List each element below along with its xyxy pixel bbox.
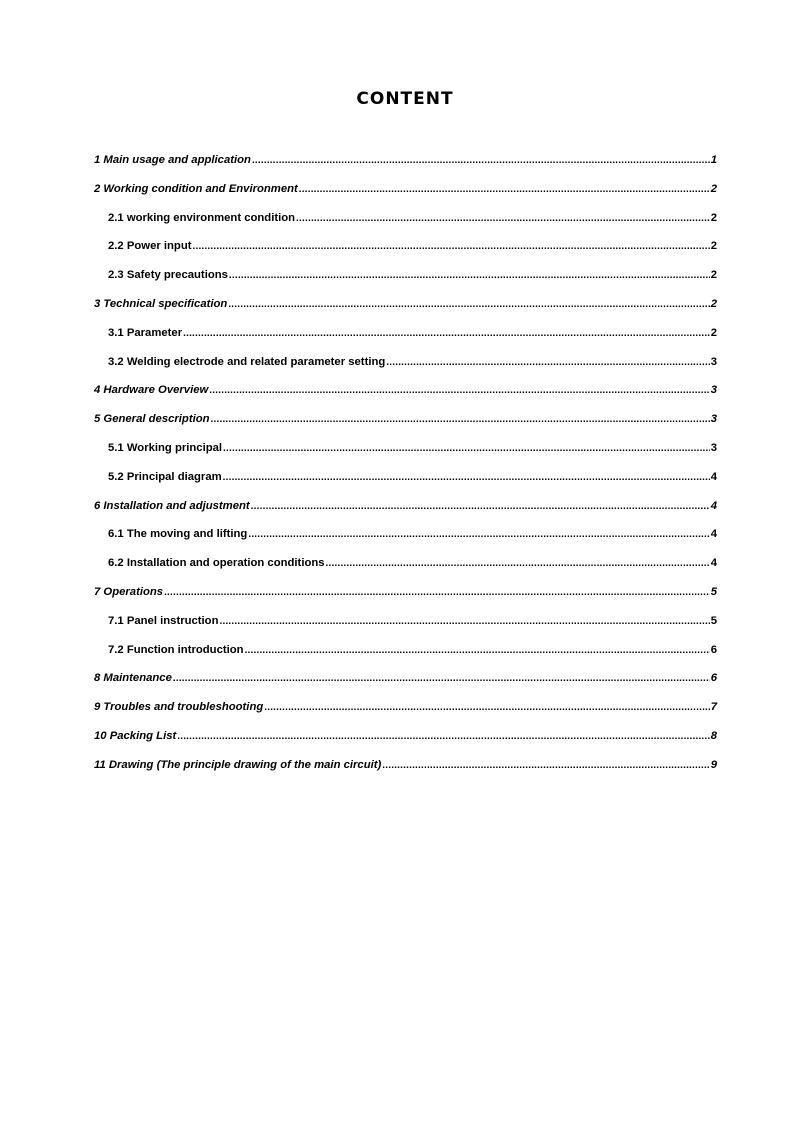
toc-entry-label: 7.1 Panel instruction [108,614,219,627]
toc-entry-page-number: 3 [710,384,717,397]
toc-entry[interactable] [94,670,717,699]
toc-dot-leader [183,326,710,342]
toc-entry-page-number: 2 [710,297,717,310]
toc-entry-label: 2.3 Safety precautions [108,269,228,282]
toc-entry-label: 3 Technical specification [94,297,228,310]
toc-entry-label: 2.2 Power input [108,240,192,253]
toc-dot-leader [209,383,709,399]
toc-dot-leader [248,527,709,543]
toc-dot-leader [245,643,710,659]
toc-dot-leader [177,729,709,745]
toc-dot-leader [299,182,710,198]
toc-dot-leader [386,355,709,371]
toc-entry-page-number: 6 [710,643,717,656]
toc-entry-page-number: 4 [710,557,717,570]
toc-entry-page-number: 1 [710,154,717,166]
toc-entry-page-number: 4 [710,470,717,483]
toc-dot-leader [228,297,709,313]
toc-entry-label: 9 Troubles and troubleshooting [94,701,264,714]
toc-dot-leader [193,239,710,255]
toc-entry-page-number: 9 [710,758,717,771]
toc-entry-label: 1 Main usage and application [94,154,251,166]
toc-entry-label: 6 Installation and adjustment [94,499,250,512]
toc-entry[interactable] [94,498,717,527]
toc-dot-leader [220,614,710,630]
toc-entry-label: 7.2 Function introduction [108,643,244,656]
toc-entry-page-number: 8 [710,729,717,742]
toc-entry[interactable] [94,555,717,584]
toc-entry-page-number: 2 [710,240,717,253]
toc-dot-leader [229,268,710,284]
toc-dot-leader [252,153,710,169]
toc-entry[interactable] [94,296,717,325]
toc-entry-page-number: 4 [710,528,717,541]
toc-dot-leader [326,556,710,572]
toc-entry-label: 5.1 Working principal [108,441,223,454]
toc-entry-page-number: 7 [710,701,717,714]
toc-entry-page-number: 5 [710,614,717,627]
toc-entry-page-number: 3 [710,355,717,368]
toc-dot-leader [264,700,709,716]
toc-dot-leader [223,470,710,486]
toc-dot-leader [296,211,710,227]
table-of-contents [94,152,717,786]
toc-entry-label: 6.2 Installation and operation conditions [108,557,325,570]
toc-entry-label: 5.2 Principal diagram [108,470,222,483]
page-title: CONTENT [356,89,454,109]
toc-entry[interactable] [94,382,717,411]
toc-entry[interactable] [94,152,717,181]
toc-entry-label: 11 Drawing (The principle drawing of the main circuit) [94,758,382,771]
toc-entry-page-number: 2 [710,269,717,282]
toc-entry[interactable] [94,526,717,555]
toc-dot-leader [251,499,710,515]
toc-entry[interactable] [94,267,717,296]
toc-entry[interactable] [94,584,717,613]
toc-dot-leader [164,585,710,601]
toc-entry-label: 4 Hardware Overview [94,384,209,397]
toc-entry[interactable] [94,642,717,671]
toc-entry[interactable] [94,411,717,440]
toc-entry-page-number: 2 [710,326,717,339]
toc-entry[interactable] [94,757,717,786]
toc-entry-label: 3.2 Welding electrode and related parameter setting [108,355,386,368]
toc-entry[interactable] [94,613,717,642]
toc-entry[interactable] [94,181,717,210]
toc-entry-page-number: 3 [710,413,717,426]
toc-dot-leader [173,671,710,687]
toc-entry[interactable] [94,699,717,728]
toc-entry[interactable] [94,325,717,354]
toc-entry[interactable] [94,728,717,757]
toc-entry-page-number: 4 [710,499,717,512]
toc-entry[interactable] [94,354,717,383]
toc-entry[interactable] [94,210,717,239]
toc-dot-leader [382,758,709,774]
toc-dot-leader [211,412,710,428]
toc-entry-page-number: 6 [710,672,717,685]
toc-entry-label: 8 Maintenance [94,672,172,685]
toc-entry[interactable] [94,440,717,469]
toc-entry-page-number: 2 [710,182,717,195]
toc-entry-label: 3.1 Parameter [108,326,183,339]
toc-entry-label: 2.1 working environment condition [108,211,296,224]
toc-entry[interactable] [94,469,717,498]
toc-entry-label: 5 General description [94,413,210,426]
toc-entry-page-number: 5 [710,585,717,598]
toc-entry-page-number: 3 [710,441,717,454]
toc-entry-label: 2 Working condition and Environment [94,182,298,195]
toc-entry-label: 10 Packing List [94,729,177,742]
toc-dot-leader [223,441,710,457]
toc-entry-page-number: 2 [710,211,717,224]
toc-entry-label: 6.1 The moving and lifting [108,528,248,541]
toc-entry-label: 7 Operations [94,585,164,598]
toc-entry[interactable] [94,238,717,267]
